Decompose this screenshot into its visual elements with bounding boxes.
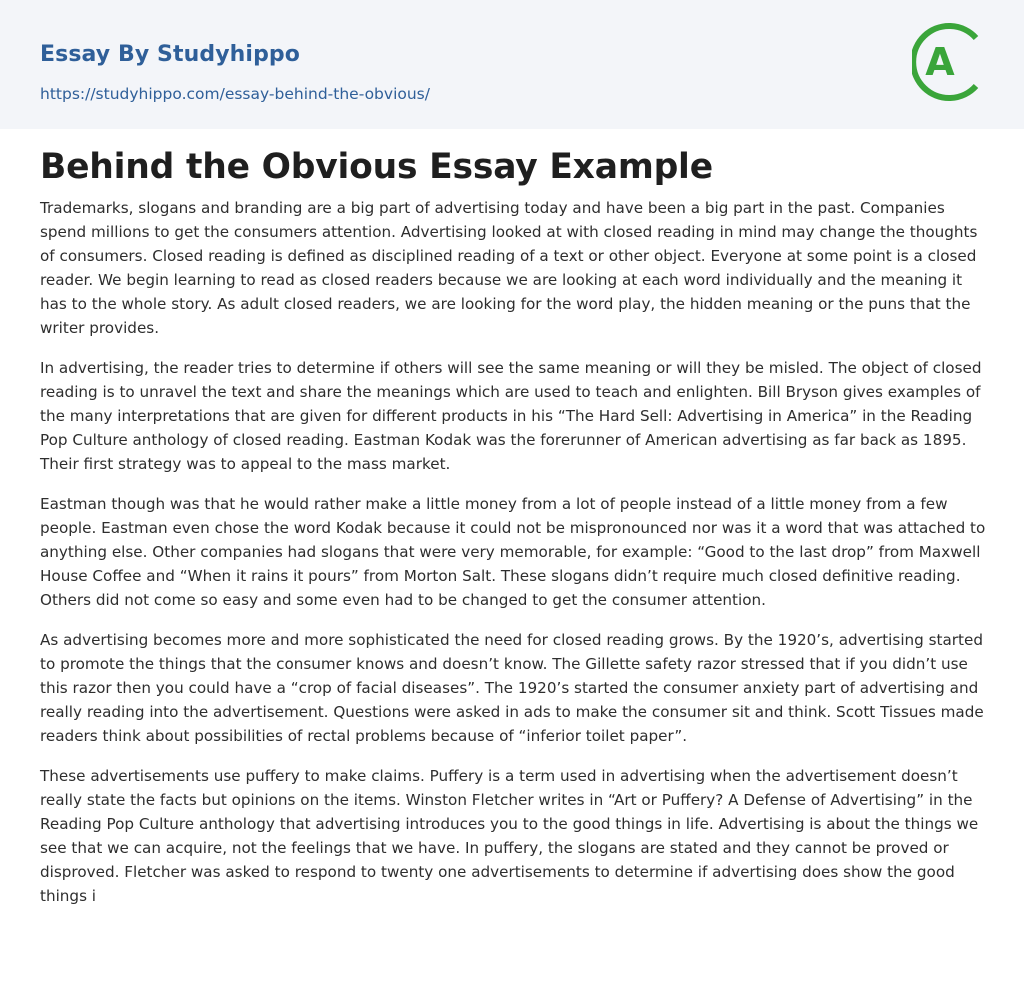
page-url-link[interactable]: https://studyhippo.com/essay-behind-the-obvious/ bbox=[40, 85, 430, 103]
site-brand[interactable]: Essay By Studyhippo bbox=[40, 42, 300, 67]
site-header bbox=[0, 0, 1024, 129]
logo-letter: A bbox=[925, 40, 955, 84]
essay-title: Behind the Obvious Essay Example bbox=[40, 147, 713, 187]
essay-paragraph-3: Eastman though was that he would rather make a little money from a lot of people instead of a little money from a few people. Eastman even chose the word Kodak because it could not be mispronounced nor was it a word that was attached to anything else. Other companies had slogans that were very memorable, for example: “Good to the last drop” from Maxwell House Coffee and “When it rains it pours” from Morton Salt. These slogans didn’t require much closed definitive reading. Others did not come so easy and some even had to be changed to get the consumer attention. bbox=[40, 495, 986, 609]
studyhippo-logo-icon[interactable] bbox=[912, 19, 986, 105]
essay-paragraph-5: These advertisements use puffery to make claims. Puffery is a term used in advertising when the advertisement doesn’t really state the facts but opinions on the items. Winston Fletcher writes in “Art or Puffery? A Defense of Advertising” in the Reading Pop Culture anthology that advertising introduces you to the good things in life. Advertising is about the things we see that we can acquire, not the feelings that we have. In puffery, the slogans are stated and they cannot be proved or disproved. Fletcher was asked to respond to twenty one advertisements to determine if advertising does show the good things i bbox=[40, 767, 979, 905]
essay-paragraph-2: In advertising, the reader tries to determine if others will see the same meaning or will they be misled. The object of closed reading is to unravel the text and share the meanings which are used to teach and enlighten. Bill Bryson gives examples of the many interpretations that are given for different products in his “The Hard Sell: Advertising in America” in the Reading Pop Culture anthology of closed reading. Eastman Kodak was the forerunner of American advertising as far back as 1895. Their first strategy was to appeal to the mass market. bbox=[40, 359, 982, 473]
essay-content bbox=[40, 143, 990, 908]
essay-paragraph-1: Trademarks, slogans and branding are a big part of advertising today and have been a big part in the past. Companies spend millions to get the consumers attention. Advertising looked at with closed reading in mind may change the thoughts of consumers. Closed reading is defined as disciplined reading of a text or other object. Everyone at some point is a closed reader. We begin learning to read as closed readers because we are looking at each word individually and the meaning it has to the whole story. As adult closed readers, we are looking for the word play, the hidden meaning or the puns that the writer provides. bbox=[40, 199, 978, 337]
essay-paragraph-4: As advertising becomes more and more sophisticated the need for closed reading grows. By the 1920’s, advertising started to promote the things that the consumer knows and doesn’t know. The Gillette safety razor stressed that if you didn’t use this razor then you could have a “crop of facial diseases”. The 1920’s started the consumer anxiety part of advertising and really reading into the advertisement. Questions were asked in ads to make the consumer sit and think. Scott Tissues made readers think about possibilities of rectal problems because of “inferior toilet paper”. bbox=[40, 631, 984, 745]
